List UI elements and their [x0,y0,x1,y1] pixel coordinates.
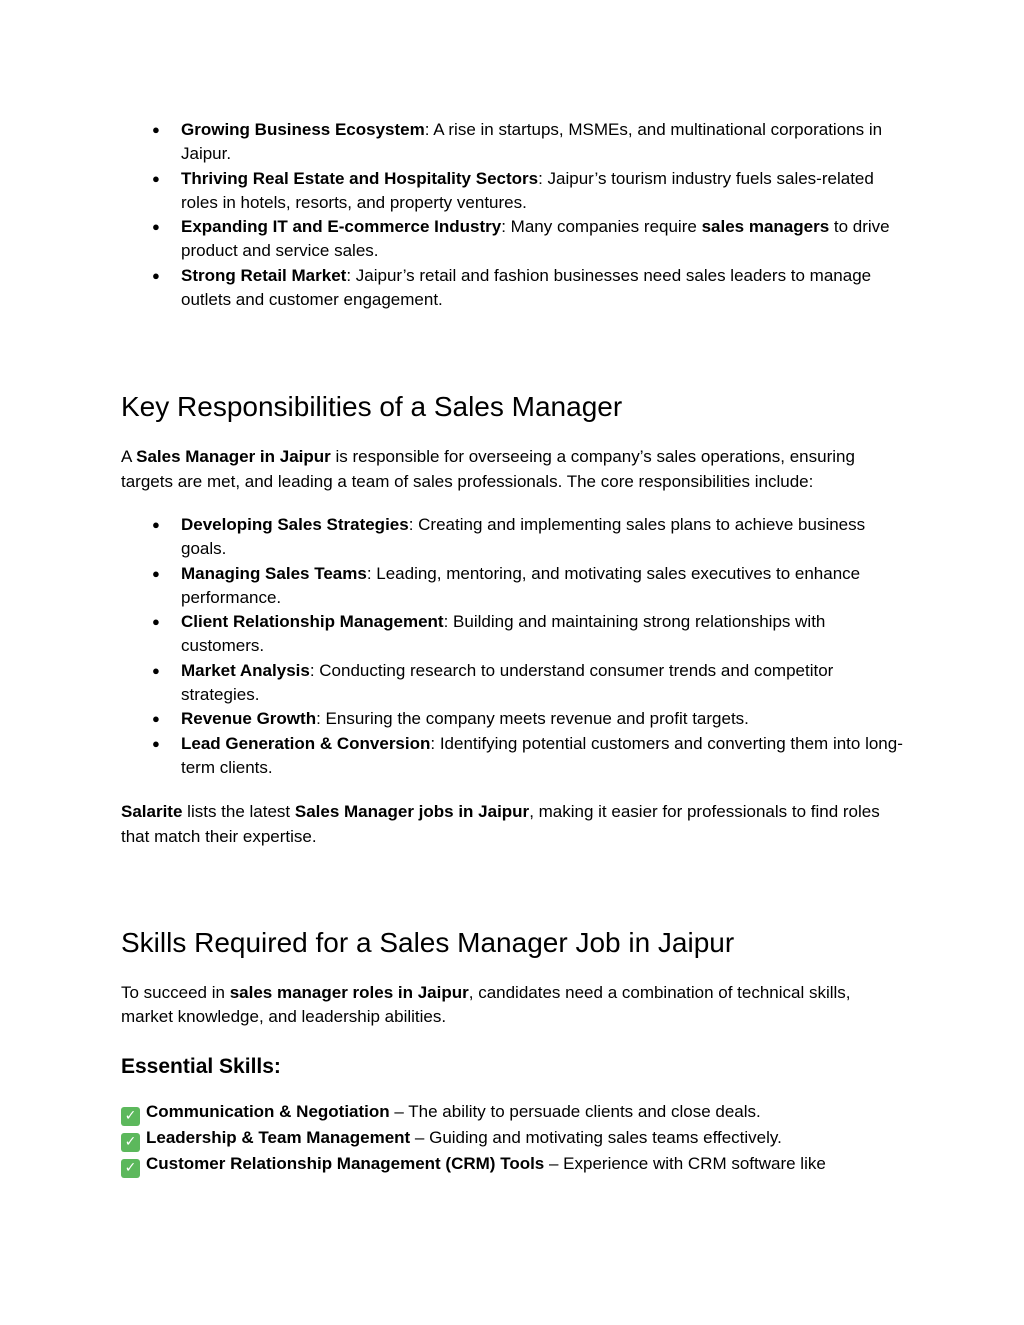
bullet-icon: ● [152,219,160,235]
bullet-icon: ● [152,614,160,630]
list-item: ● Strong Retail Market: Jaipur’s retail and fashion businesses need sales leaders to manage outlets and customer engagement. [152,265,872,310]
bullet-icon: ● [152,662,160,678]
list-item: ● Revenue Growth: Ensuring the company meets revenue and profit targets. [121,707,906,731]
bullet-icon: ● [152,711,160,727]
bullet-icon: ● [152,516,160,532]
list-item: ✓ Customer Relationship Management (CRM) Tools – Experience with CRM software like [121,1152,906,1178]
salarite-paragraph: Salarite lists the latest Sales Manager jobs in Jaipur, making it easier for professionals to find roles that match their expertise. [121,802,880,846]
check-mark-icon: ✓ [121,1159,140,1178]
responsibilities-intro-paragraph: A Sales Manager in Jaipur is responsible for overseeing a company’s sales operations, ensuring targets are met, and leading a team of sales professionals. The core responsibilities include: [121,447,855,491]
list-item: ✓ Leadership & Team Management – Guiding and motivating sales teams effectively. [121,1126,906,1152]
list-item: ● Lead Generation & Conversion: Identifying potential customers and converting them into long-term clients. [152,733,903,777]
document-page [121,118,906,1178]
responsibilities-list [121,513,906,780]
check-mark-icon: ✓ [121,1133,140,1152]
list-item: ● Client Relationship Management: Building and maintaining strong relationships with customers. [152,612,826,656]
intro-bullet-list [121,118,906,312]
bullet-icon: ● [152,735,160,751]
list-item: ● Market Analysis: Conducting research to understand consumer trends and competitor strategies. [152,660,834,705]
list-item: ● Managing Sales Teams: Leading, mentoring, and motivating sales executives to enhance performance. [152,563,861,607]
bullet-icon: ● [152,170,160,186]
list-item: ● Expanding IT and E-commerce Industry: Many companies require sales managers to drive product and service sales. [152,217,890,261]
bullet-icon: ● [152,565,160,581]
list-item: ● Growing Business Ecosystem: A rise in startups, MSMEs, and multinational corporations in Jaipur. [152,120,883,164]
bullet-icon: ● [152,122,160,137]
section-heading-skills: Skills Required for a Sales Manager Job in Jaipur [121,926,735,958]
list-item: ● Thriving Real Estate and Hospitality Sectors: Jaipur’s tourism industry fuels sales-related roles in hotels, resorts, and property ventures. [152,168,874,212]
skills-list [121,1100,906,1178]
list-item: ✓ Communication & Negotiation – The ability to persuade clients and close deals. [121,1100,906,1126]
essential-skills-subheading: Essential Skills: [121,1055,281,1079]
section-heading-responsibilities: Key Responsibilities of a Sales Manager [121,391,623,423]
list-item: ● Developing Sales Strategies: Creating and implementing sales plans to achieve business goals. [152,514,866,559]
bullet-icon: ● [152,267,160,283]
check-mark-icon: ✓ [121,1107,140,1126]
skills-intro-paragraph: To succeed in sales manager roles in Jaipur, candidates need a combination of technical skills, market knowledge, and leadership abilities. [121,982,851,1027]
